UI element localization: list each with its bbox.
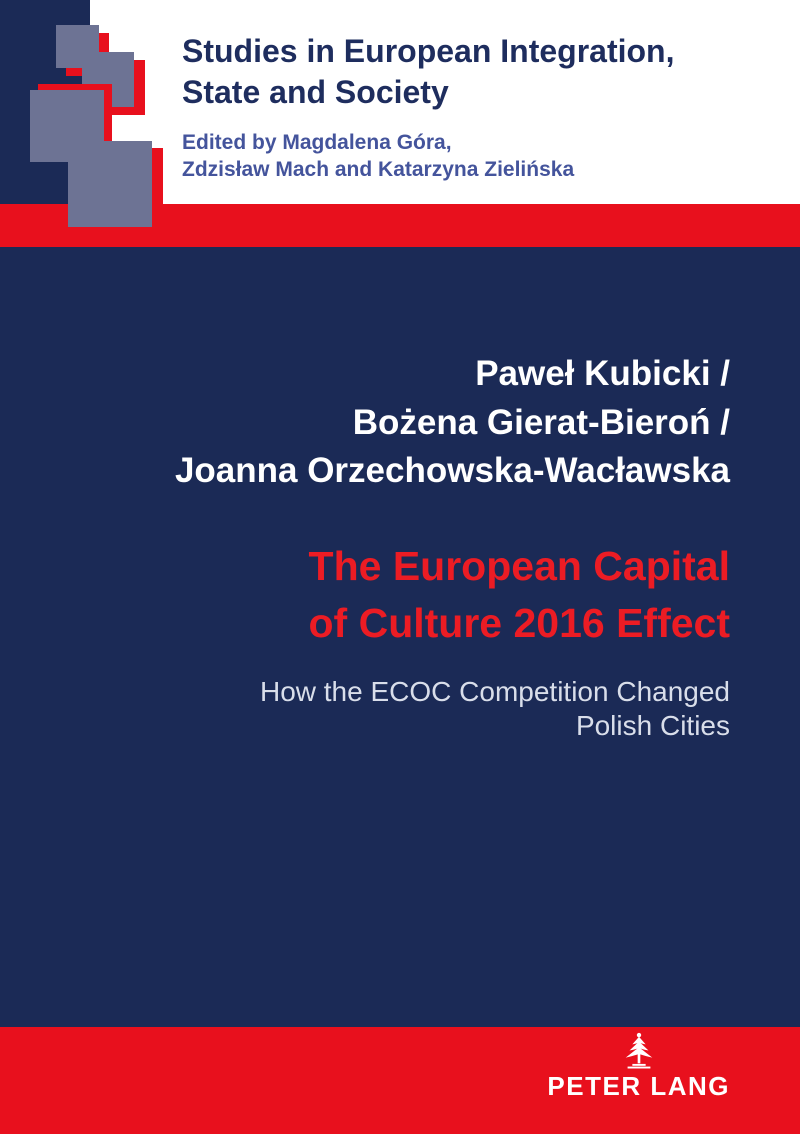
book-subtitle xyxy=(260,675,730,742)
series-title xyxy=(182,31,674,113)
author-names xyxy=(175,350,730,496)
author-name: Paweł Kubicki / xyxy=(475,354,730,393)
book-subtitle-line: How the ECOC Competition Changed xyxy=(259,676,730,707)
series-editors xyxy=(182,129,574,183)
series-title-line: Studies in European Integration, xyxy=(182,33,675,69)
stacked-squares-logo-icon xyxy=(0,0,200,240)
book-title-line: of Culture 2016 Effect xyxy=(308,599,730,646)
series-title-line: State and Society xyxy=(182,74,449,110)
author-name: Bożena Gierat-Bieroń / xyxy=(352,402,730,442)
book-title-line: The European Capital xyxy=(308,543,730,589)
series-editors-line: Edited by Magdalena Góra, xyxy=(182,131,452,154)
book-title xyxy=(309,538,731,651)
author-name: Joanna Orzechowska-Wacławska xyxy=(174,451,730,490)
series-editors-line: Zdzisław Mach and Katarzyna Zielińska xyxy=(182,158,575,181)
logo-square xyxy=(68,141,152,227)
book-subtitle-line: Polish Cities xyxy=(575,709,730,741)
publisher-logo xyxy=(547,1032,730,1102)
fir-tree-icon xyxy=(619,1032,659,1070)
publisher-name: PETER LANG xyxy=(547,1071,730,1101)
